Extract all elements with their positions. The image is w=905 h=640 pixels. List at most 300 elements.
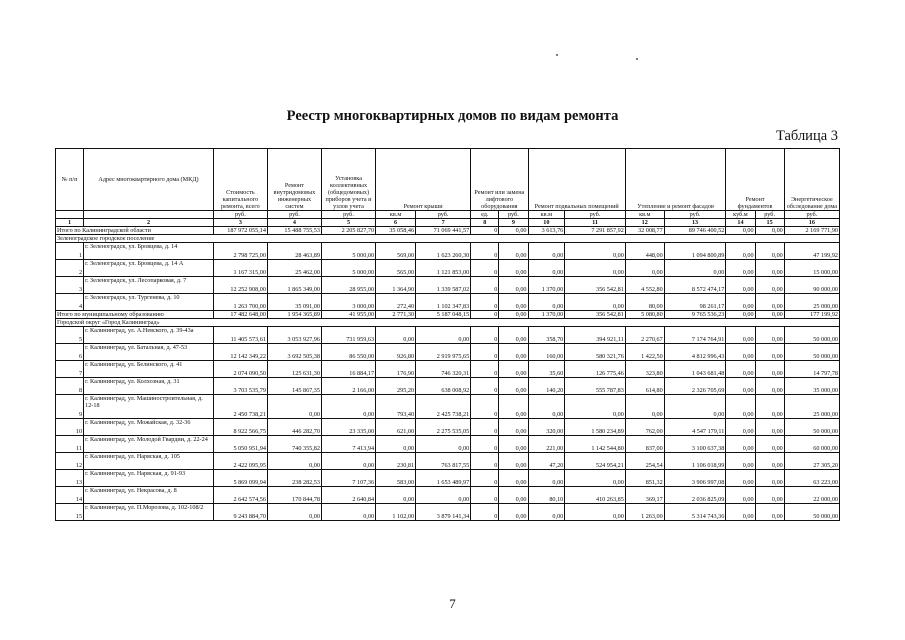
row-value: 0,00 xyxy=(416,327,471,344)
header-basement: Ремонт подвальных помещений xyxy=(528,149,625,211)
document-title: Реестр многоквартирных домов по видам ремонта xyxy=(286,108,619,124)
row-value: 1 263 700,00 xyxy=(213,294,267,311)
row-value: 126 775,46 xyxy=(565,361,626,378)
row-value: 0,00 xyxy=(625,260,664,277)
row-value: 170 844,78 xyxy=(267,487,321,504)
row-value: 25 462,00 xyxy=(267,260,321,277)
row-value: 0,00 xyxy=(499,294,528,311)
column-number: 15 xyxy=(755,219,784,227)
unit-cell: руб. xyxy=(321,211,375,219)
units-empty xyxy=(56,211,84,219)
row-value: 47,20 xyxy=(528,453,565,470)
row-value: 0,00 xyxy=(499,327,528,344)
row-value: 0 xyxy=(471,487,499,504)
row-value: 5 000,00 xyxy=(321,260,375,277)
table-row xyxy=(56,378,840,395)
unit-cell: кв.м xyxy=(376,211,416,219)
row-value: 0,00 xyxy=(755,361,784,378)
total-value: 5 187 048,15 xyxy=(416,311,471,319)
row-value: 0,00 xyxy=(565,504,626,521)
unit-cell: куб.м xyxy=(726,211,755,219)
row-value: 0,00 xyxy=(376,327,416,344)
row-value: 4 547 179,11 xyxy=(664,419,726,436)
row-address: г. Зеленоградск, ул. Лесопарковая, д. 7 xyxy=(84,277,214,294)
row-value: 15 000,00 xyxy=(784,260,839,277)
row-value: 0,00 xyxy=(726,327,755,344)
total-value: 15 488 755,53 xyxy=(267,227,321,235)
row-value: 272,40 xyxy=(376,294,416,311)
column-number: 1 xyxy=(56,219,84,227)
row-value: 0,00 xyxy=(499,361,528,378)
row-address: г. Калининград, ул. П.Морозова, д. 102-108/2 xyxy=(84,504,214,521)
row-value: 0,00 xyxy=(726,419,755,436)
row-value: 5 869 099,94 xyxy=(213,470,267,487)
table-row xyxy=(56,487,840,504)
row-value: 1 106 018,99 xyxy=(664,453,726,470)
unit-cell: кв.м xyxy=(625,211,664,219)
row-value: 295,20 xyxy=(376,378,416,395)
row-value: 0,00 xyxy=(499,436,528,453)
row-value: 3 692 505,38 xyxy=(267,344,321,361)
row-value: 0,00 xyxy=(755,294,784,311)
table-row xyxy=(56,243,840,260)
units-row xyxy=(56,211,840,219)
column-numbers-row xyxy=(56,219,840,227)
column-number: 12 xyxy=(625,219,664,227)
row-value: 80,10 xyxy=(528,487,565,504)
scan-speck xyxy=(636,58,638,60)
row-value: 11 405 573,61 xyxy=(213,327,267,344)
row-value: 638 008,92 xyxy=(416,378,471,395)
total-value: 177 199,92 xyxy=(784,311,839,319)
row-value: 0,00 xyxy=(726,361,755,378)
row-value: 27 305,20 xyxy=(784,453,839,470)
row-value: 0,00 xyxy=(565,470,626,487)
table-row xyxy=(56,470,840,487)
row-value: 0 xyxy=(471,395,499,419)
row-number: 14 xyxy=(56,487,84,504)
row-value: 0 xyxy=(471,260,499,277)
row-number: 6 xyxy=(56,344,84,361)
unit-cell: кв.м xyxy=(528,211,565,219)
row-value: 2 919 975,65 xyxy=(416,344,471,361)
row-number: 4 xyxy=(56,294,84,311)
total-row xyxy=(56,227,840,235)
unit-cell: руб. xyxy=(499,211,528,219)
row-value: 7 413,94 xyxy=(321,436,375,453)
row-value: 323,80 xyxy=(625,361,664,378)
row-number: 13 xyxy=(56,470,84,487)
row-value: 0,00 xyxy=(755,277,784,294)
row-address: г. Калининград, ул. Машиностроительная, д. 12-18 xyxy=(84,395,214,419)
unit-cell: руб. xyxy=(213,211,267,219)
row-value: 837,00 xyxy=(625,436,664,453)
row-value: 0,00 xyxy=(664,395,726,419)
row-value: 23 335,00 xyxy=(321,419,375,436)
row-value: 0 xyxy=(471,378,499,395)
row-number: 12 xyxy=(56,453,84,470)
row-value: 0,00 xyxy=(499,260,528,277)
row-value: 160,00 xyxy=(528,344,565,361)
registry-table xyxy=(55,148,840,521)
row-value: 28 463,89 xyxy=(267,243,321,260)
row-value: 5 050 951,94 xyxy=(213,436,267,453)
page-number: 7 xyxy=(449,596,456,611)
header-foundation: Ремонт фундаментов xyxy=(726,149,784,211)
row-number: 1 xyxy=(56,243,84,260)
header-facade: Утепление и ремонт фасадов xyxy=(625,149,726,211)
row-value: 5 000,00 xyxy=(321,243,375,260)
row-value: 50 000,00 xyxy=(784,344,839,361)
row-value: 0,00 xyxy=(726,504,755,521)
row-value: 356 542,81 xyxy=(565,277,626,294)
row-value: 47 199,92 xyxy=(784,243,839,260)
section-row xyxy=(56,319,840,327)
total-value: 32 008,77 xyxy=(625,227,664,235)
table-row xyxy=(56,395,840,419)
row-value: 0,00 xyxy=(625,395,664,419)
row-value: 3 703 535,79 xyxy=(213,378,267,395)
row-value: 763 817,55 xyxy=(416,453,471,470)
row-number: 3 xyxy=(56,277,84,294)
column-number: 2 xyxy=(84,219,214,227)
row-value: 1 142 544,80 xyxy=(565,436,626,453)
row-value: 12 142 349,22 xyxy=(213,344,267,361)
row-value: 0,00 xyxy=(376,487,416,504)
row-value: 0,00 xyxy=(267,453,321,470)
row-value: 145 867,35 xyxy=(267,378,321,395)
column-number: 4 xyxy=(267,219,321,227)
total-value: 41 955,00 xyxy=(321,311,375,319)
row-value: 0,00 xyxy=(565,243,626,260)
row-value: 580 321,76 xyxy=(565,344,626,361)
column-number: 5 xyxy=(321,219,375,227)
row-value: 0,00 xyxy=(376,436,416,453)
section-title: Зеленоградское городское поселение xyxy=(56,235,840,243)
row-address: г. Калининград, ул. Нарвская, д. 91-93 xyxy=(84,470,214,487)
row-value: 9 243 884,70 xyxy=(213,504,267,521)
column-number: 8 xyxy=(471,219,499,227)
row-value: 0 xyxy=(471,277,499,294)
row-value: 524 954,21 xyxy=(565,453,626,470)
unit-cell: руб. xyxy=(664,211,726,219)
row-number: 5 xyxy=(56,327,84,344)
total-value: 2 205 827,70 xyxy=(321,227,375,235)
row-value: 0,00 xyxy=(499,395,528,419)
row-value: 0,00 xyxy=(726,487,755,504)
row-number: 10 xyxy=(56,419,84,436)
row-value: 3 906 997,08 xyxy=(664,470,726,487)
row-value: 25 000,00 xyxy=(784,395,839,419)
row-value: 0,00 xyxy=(499,344,528,361)
row-value: 0,00 xyxy=(528,243,565,260)
row-value: 3 000,00 xyxy=(321,294,375,311)
row-value: 0,00 xyxy=(755,378,784,395)
row-address: г. Калининград, ул. Колхозная, д. 31 xyxy=(84,378,214,395)
row-value: 0,00 xyxy=(726,470,755,487)
row-address: г. Калининград, ул. А.Невского, д. 39-43а xyxy=(84,327,214,344)
row-value: 176,90 xyxy=(376,361,416,378)
row-value: 35 091,00 xyxy=(267,294,321,311)
row-value: 926,80 xyxy=(376,344,416,361)
column-number: 10 xyxy=(528,219,565,227)
row-value: 0,00 xyxy=(755,327,784,344)
row-value: 35 000,00 xyxy=(784,378,839,395)
row-value: 63 223,00 xyxy=(784,470,839,487)
row-value: 2 270,67 xyxy=(625,327,664,344)
row-address: г. Зеленоградск, ул. Бровцева, д. 14 А xyxy=(84,260,214,277)
total-value: 0,00 xyxy=(726,227,755,235)
total-value: 1 954 365,89 xyxy=(267,311,321,319)
row-value: 731 959,63 xyxy=(321,327,375,344)
row-value: 0,00 xyxy=(321,453,375,470)
row-address: г. Зеленоградск, ул. Тургенева, д. 10 xyxy=(84,294,214,311)
row-value: 2 275 535,05 xyxy=(416,419,471,436)
row-value: 28 955,00 xyxy=(321,277,375,294)
row-value: 1 370,00 xyxy=(528,277,565,294)
row-value: 0 xyxy=(471,344,499,361)
header-cost: Стоимость капитального ремонта, всего xyxy=(213,149,267,211)
row-value: 1 167 315,00 xyxy=(213,260,267,277)
row-value: 0,00 xyxy=(726,378,755,395)
row-value: 394 921,11 xyxy=(565,327,626,344)
row-value: 86 550,00 xyxy=(321,344,375,361)
row-value: 2 074 090,50 xyxy=(213,361,267,378)
total-value: 2 771,30 xyxy=(376,311,416,319)
row-value: 740 355,82 xyxy=(267,436,321,453)
row-value: 555 787,83 xyxy=(565,378,626,395)
unit-cell: ед. xyxy=(471,211,499,219)
section-row xyxy=(56,235,840,243)
row-value: 3 879 141,34 xyxy=(416,504,471,521)
row-value: 0,00 xyxy=(726,277,755,294)
column-number: 7 xyxy=(416,219,471,227)
row-value: 1 102,00 xyxy=(376,504,416,521)
row-value: 3 053 927,96 xyxy=(267,327,321,344)
row-value: 3 100 637,38 xyxy=(664,436,726,453)
total-value: 2 169 771,90 xyxy=(784,227,839,235)
row-value: 12 252 908,00 xyxy=(213,277,267,294)
row-value: 0,00 xyxy=(726,436,755,453)
total-value: 17 482 648,00 xyxy=(213,311,267,319)
column-number: 13 xyxy=(664,219,726,227)
row-value: 410 263,85 xyxy=(565,487,626,504)
row-value: 14 797,78 xyxy=(784,361,839,378)
row-value: 2 640,84 xyxy=(321,487,375,504)
row-value: 80,00 xyxy=(625,294,664,311)
table-row xyxy=(56,260,840,277)
row-value: 0,00 xyxy=(755,453,784,470)
total-label: Итого по Калининградской области xyxy=(56,227,214,235)
header-engineering: Ремонт внутридомовых инженерных систем xyxy=(267,149,321,211)
row-value: 0 xyxy=(471,453,499,470)
row-value: 4 552,80 xyxy=(625,277,664,294)
total-value: 0,00 xyxy=(499,227,528,235)
row-value: 0,00 xyxy=(528,294,565,311)
row-number: 11 xyxy=(56,436,84,453)
row-value: 0 xyxy=(471,504,499,521)
row-value: 0,00 xyxy=(499,470,528,487)
row-number: 7 xyxy=(56,361,84,378)
row-value: 50 000,00 xyxy=(784,504,839,521)
row-value: 8 922 566,75 xyxy=(213,419,267,436)
row-value: 0,00 xyxy=(416,487,471,504)
row-value: 1 263,00 xyxy=(625,504,664,521)
row-value: 2 036 825,09 xyxy=(664,487,726,504)
row-value: 621,00 xyxy=(376,419,416,436)
row-value: 0,00 xyxy=(755,419,784,436)
table-row xyxy=(56,453,840,470)
row-value: 793,40 xyxy=(376,395,416,419)
row-value: 254,54 xyxy=(625,453,664,470)
row-value: 50 000,00 xyxy=(784,327,839,344)
total-value: 9 765 536,23 xyxy=(664,311,726,319)
row-value: 0,00 xyxy=(565,294,626,311)
row-value: 16 884,17 xyxy=(321,361,375,378)
row-number: 2 xyxy=(56,260,84,277)
row-value: 0,00 xyxy=(499,243,528,260)
row-value: 0,00 xyxy=(565,260,626,277)
header-npp: № п/п xyxy=(56,149,84,211)
section-title: Городской округ «Город Калининград» xyxy=(56,319,840,327)
row-value: 0,00 xyxy=(726,453,755,470)
total-value: 5 080,80 xyxy=(625,311,664,319)
row-value: 0 xyxy=(471,436,499,453)
row-value: 1 623 260,30 xyxy=(416,243,471,260)
table-row xyxy=(56,277,840,294)
row-value: 7 174 764,91 xyxy=(664,327,726,344)
row-value: 2 450 738,21 xyxy=(213,395,267,419)
total-value: 71 069 441,57 xyxy=(416,227,471,235)
row-value: 90 000,00 xyxy=(784,277,839,294)
table-row xyxy=(56,419,840,436)
row-value: 446 282,70 xyxy=(267,419,321,436)
total-row xyxy=(56,311,840,319)
row-value: 0,00 xyxy=(755,504,784,521)
total-value: 0,00 xyxy=(755,311,784,319)
row-value: 5 314 743,36 xyxy=(664,504,726,521)
total-value: 1 370,00 xyxy=(528,311,565,319)
row-value: 746 320,31 xyxy=(416,361,471,378)
row-address: г. Калининград, ул. Можайская, д. 32-36 xyxy=(84,419,214,436)
row-value: 1 043 681,48 xyxy=(664,361,726,378)
row-value: 0,00 xyxy=(267,504,321,521)
column-number: 3 xyxy=(213,219,267,227)
row-value: 98 261,17 xyxy=(664,294,726,311)
row-value: 0,00 xyxy=(528,260,565,277)
column-number: 9 xyxy=(499,219,528,227)
row-address: г. Калининград, ул. Батальная, д. 47-53 xyxy=(84,344,214,361)
row-value: 1 121 853,00 xyxy=(416,260,471,277)
row-value: 1 339 587,02 xyxy=(416,277,471,294)
unit-cell: руб. xyxy=(755,211,784,219)
row-value: 0 xyxy=(471,294,499,311)
table-row xyxy=(56,294,840,311)
row-value: 0,00 xyxy=(755,344,784,361)
row-value: 140,20 xyxy=(528,378,565,395)
row-value: 1 094 800,89 xyxy=(664,243,726,260)
row-value: 0,00 xyxy=(321,504,375,521)
row-value: 0,00 xyxy=(664,260,726,277)
row-value: 221,00 xyxy=(528,436,565,453)
table-row xyxy=(56,436,840,453)
row-value: 0,00 xyxy=(321,395,375,419)
row-value: 0,00 xyxy=(499,453,528,470)
row-value: 230,81 xyxy=(376,453,416,470)
row-value: 0,00 xyxy=(755,470,784,487)
row-value: 7 107,36 xyxy=(321,470,375,487)
row-address: г. Калининград, ул. Некрасова, д. 8 xyxy=(84,487,214,504)
row-value: 320,00 xyxy=(528,419,565,436)
row-value: 0,00 xyxy=(726,294,755,311)
header-roof: Ремонт крыши xyxy=(376,149,471,211)
row-value: 2 166,00 xyxy=(321,378,375,395)
row-address: г. Зеленоградск, ул. Бровцева, д. 14 xyxy=(84,243,214,260)
row-value: 50 000,00 xyxy=(784,419,839,436)
row-value: 1 364,90 xyxy=(376,277,416,294)
row-value: 583,00 xyxy=(376,470,416,487)
row-value: 358,70 xyxy=(528,327,565,344)
row-value: 0,00 xyxy=(528,470,565,487)
row-value: 0,00 xyxy=(755,395,784,419)
column-number: 16 xyxy=(784,219,839,227)
header-row xyxy=(56,149,840,211)
total-value: 187 972 055,14 xyxy=(213,227,267,235)
row-value: 369,17 xyxy=(625,487,664,504)
row-value: 0,00 xyxy=(726,344,755,361)
row-value: 0,00 xyxy=(726,243,755,260)
total-label: Итого по муниципальному образованию xyxy=(56,311,214,319)
unit-cell: руб. xyxy=(565,211,626,219)
row-value: 0,00 xyxy=(726,395,755,419)
total-value: 0,00 xyxy=(726,311,755,319)
row-value: 125 631,30 xyxy=(267,361,321,378)
row-value: 0,00 xyxy=(499,277,528,294)
row-value: 238 282,53 xyxy=(267,470,321,487)
row-value: 4 812 996,43 xyxy=(664,344,726,361)
table-row xyxy=(56,327,840,344)
row-value: 0,00 xyxy=(755,243,784,260)
total-value: 0 xyxy=(471,311,499,319)
row-value: 851,32 xyxy=(625,470,664,487)
row-value: 2 798 725,00 xyxy=(213,243,267,260)
row-value: 1 422,50 xyxy=(625,344,664,361)
row-value: 0,00 xyxy=(726,260,755,277)
total-value: 89 746 400,52 xyxy=(664,227,726,235)
row-value: 614,80 xyxy=(625,378,664,395)
row-value: 569,00 xyxy=(376,243,416,260)
row-value: 0,00 xyxy=(499,419,528,436)
row-value: 0,00 xyxy=(755,260,784,277)
row-value: 0,00 xyxy=(416,436,471,453)
header-meters: Установка коллективных (общедомовых) приборов учета и узлов учета xyxy=(321,149,375,211)
row-value: 35,60 xyxy=(528,361,565,378)
header-address: Адрес многоквартирного дома (МКД) xyxy=(84,149,214,211)
row-value: 0 xyxy=(471,327,499,344)
row-address: г. Калининград, ул. Белинского, д. 41 xyxy=(84,361,214,378)
row-value: 0 xyxy=(471,419,499,436)
row-value: 762,00 xyxy=(625,419,664,436)
row-value: 0,00 xyxy=(565,395,626,419)
row-number: 15 xyxy=(56,504,84,521)
row-value: 0 xyxy=(471,243,499,260)
total-value: 7 291 857,92 xyxy=(565,227,626,235)
total-value: 35 058,46 xyxy=(376,227,416,235)
unit-cell: руб. xyxy=(784,211,839,219)
row-value: 8 572 474,17 xyxy=(664,277,726,294)
total-value: 0,00 xyxy=(499,311,528,319)
total-value: 0 xyxy=(471,227,499,235)
